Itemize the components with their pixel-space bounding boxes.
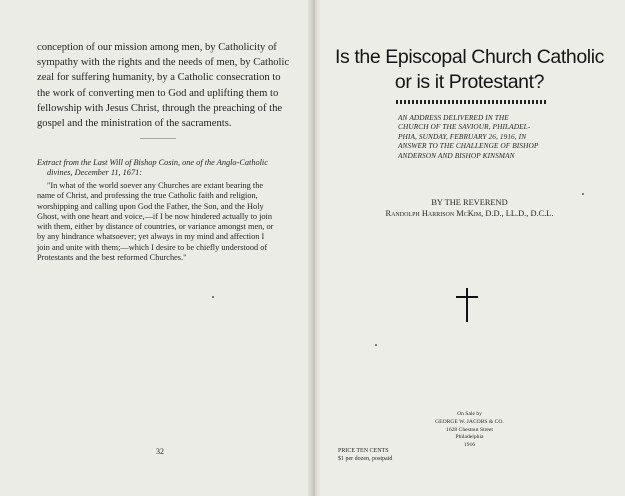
paragraph-line: conception of our mission among men, by Catholicity of: [37, 42, 277, 53]
address-line: PHIA, SUNDAY, FEBRUARY 26, 1916, IN: [398, 131, 527, 141]
extract-heading-line: Extract from the Last Will of Bishop Cosin, one of the Anglo-Catholic: [37, 158, 268, 167]
book-gutter: [308, 0, 320, 496]
right-page: [314, 0, 625, 496]
cross-icon-vertical: [466, 288, 468, 322]
address-line: ANSWER TO THE CHALLENGE OF BISHOP: [398, 141, 539, 151]
price-line: $1 per dozen, postpaid: [338, 456, 393, 462]
sale-line: On Sale by: [457, 411, 482, 417]
paragraph-line: zeal for suffering humanity, by a Catholic consecration to: [37, 72, 281, 84]
sale-line: 1916: [463, 442, 476, 449]
page-number: 32: [156, 447, 164, 456]
section-divider: [140, 138, 176, 139]
address-line: CHURCH OF THE SAVIOUR, PHILADEL-: [398, 122, 531, 132]
publisher-block: [314, 411, 625, 450]
sale-line: Philadelphia: [455, 434, 484, 441]
quote-line: by any hindrance whatsoever; yet always in my mind and affection I: [37, 232, 265, 242]
author-name: Randolph Harrison McKim, D.D., LL.D., D.C.L.: [385, 209, 554, 218]
address-description: [398, 113, 538, 160]
paragraph-line: gospel and the ministration of the sacraments.: [37, 118, 232, 130]
paragraph-line: sympathy with the rights and the needs of men, by Catholic: [37, 57, 290, 69]
byline-prefix: BY THE REVEREND: [431, 198, 508, 207]
price-line: PRICE TEN CENTS: [338, 448, 389, 454]
closing-paragraph: [37, 40, 290, 131]
address-line: AN ADDRESS DELIVERED IN THE: [398, 113, 509, 122]
price-block: [338, 447, 392, 463]
sale-line: 1628 Chestnut Street: [446, 426, 493, 433]
quote-line: name of Christ, and professing the true Catholic faith and religion,: [37, 191, 258, 201]
paper-speck: [212, 296, 214, 298]
extract-heading: [37, 158, 268, 178]
quote-line: with them, either by distance of countries, or variance amongst men, or: [37, 222, 274, 232]
cosin-quote: [37, 181, 273, 263]
quote-line: join and unite with them;—which I desire to be chiefly understood of: [37, 242, 268, 252]
quote-line: Ghost, with one heart and voice,—if I be now hindered actually to join: [37, 211, 273, 221]
paper-speck: [582, 193, 584, 195]
decorative-rule: [396, 100, 548, 104]
paper-speck: [375, 344, 377, 346]
address-line: ANDERSON AND BISHOP KINSMAN: [398, 150, 515, 160]
title-line-2: or is it Protestant?: [394, 71, 545, 93]
quote-line: "In what of the world soever any Churches are extant bearing the: [47, 181, 264, 190]
quote-line: worshipping and calling upon God the Father, the Son, and the Holy: [37, 201, 264, 211]
paragraph-line: the work of converting men to God and uplifting them to: [37, 87, 279, 99]
title-line-1: Is the Episcopal Church Catholic: [334, 46, 604, 68]
paragraph-line: fellowship with Jesus Christ, through the preaching of the: [37, 102, 283, 114]
sale-line: GEORGE W. JACOBS & CO.: [435, 418, 504, 425]
quote-line: Protestants and the best reformed Churches.": [37, 253, 187, 263]
extract-heading-line: divines, December 11, 1671:: [47, 168, 143, 178]
cross-icon-horizontal: [456, 296, 478, 298]
